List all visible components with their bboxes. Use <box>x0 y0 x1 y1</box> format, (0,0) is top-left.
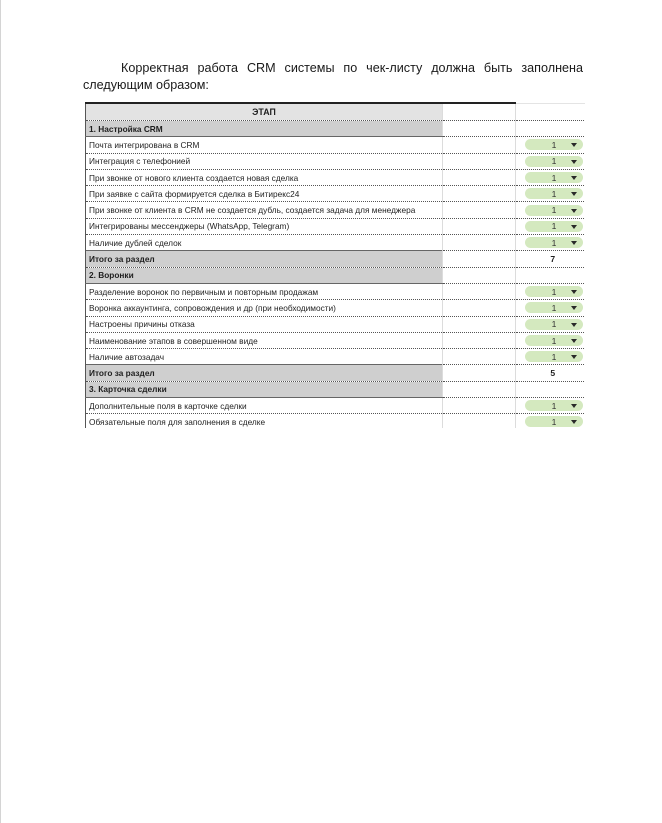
section-total-value: 5 <box>550 368 556 379</box>
score-value: 1 <box>551 156 557 167</box>
empty-cell <box>443 414 516 428</box>
criterion-label: При заявке с сайта формируется сделка в Битирекс24 <box>86 186 443 202</box>
score-value: 1 <box>551 237 557 248</box>
intro-paragraph: Корректная работа CRM системы по чек-листу должна быть заполнена следующим образом: <box>83 60 583 92</box>
empty-cell <box>443 332 516 348</box>
table-row <box>86 398 586 414</box>
empty-cell <box>443 251 516 267</box>
empty-cell <box>443 316 516 332</box>
table-row <box>86 202 586 218</box>
empty-cell <box>443 365 516 381</box>
score-value: 1 <box>551 416 557 427</box>
dropdown-arrow-icon[interactable] <box>571 176 577 180</box>
dropdown-arrow-icon[interactable] <box>571 209 577 213</box>
table-row <box>86 414 586 428</box>
empty-cell <box>443 218 516 234</box>
criterion-label: Наличие дублей сделок <box>86 235 443 251</box>
score-cell <box>516 137 586 153</box>
score-dropdown[interactable] <box>525 172 583 183</box>
header-score-cell <box>516 103 586 121</box>
score-cell <box>516 283 586 299</box>
score-cell <box>516 398 586 414</box>
score-dropdown[interactable] <box>525 237 583 248</box>
empty-cell <box>443 300 516 316</box>
score-cell <box>516 202 586 218</box>
criterion-label: Разделение воронок по первичным и повторным продажам <box>86 283 443 299</box>
score-value: 1 <box>551 172 557 183</box>
score-cell <box>516 251 586 267</box>
section-title: 3. Карточка сделки <box>86 381 443 397</box>
section-row <box>86 121 586 137</box>
criterion-label: Наличие автозадач <box>86 349 443 365</box>
empty-cell <box>443 121 516 137</box>
score-value: 1 <box>551 286 557 297</box>
criterion-label: Воронка аккаунтинга, сопровождения и др (при необходимости) <box>86 300 443 316</box>
score-value: 1 <box>551 400 557 411</box>
score-value: 1 <box>551 139 557 150</box>
total-label: Итого за раздел <box>86 365 443 381</box>
section-title: 1. Настройка CRM <box>86 121 443 137</box>
score-dropdown[interactable] <box>525 286 583 297</box>
score-dropdown[interactable] <box>525 302 583 313</box>
empty-cell <box>443 186 516 202</box>
header-stage: ЭТАП <box>86 103 443 121</box>
score-dropdown[interactable] <box>525 416 583 427</box>
score-dropdown[interactable] <box>525 139 583 150</box>
score-cell <box>516 332 586 348</box>
score-cell <box>516 218 586 234</box>
checklist-table <box>85 102 585 428</box>
header-empty-cell <box>443 103 516 121</box>
criterion-label: Наименование этапов в совершенном виде <box>86 332 443 348</box>
score-dropdown[interactable] <box>525 221 583 232</box>
table-row <box>86 349 586 365</box>
criterion-label: При звонке от клиента в CRM не создается дубль, создается задача для менеджера <box>86 202 443 218</box>
dropdown-arrow-icon[interactable] <box>571 339 577 343</box>
table-row <box>86 316 586 332</box>
criterion-label: Почта интегрирована в CRM <box>86 137 443 153</box>
table-row <box>86 218 586 234</box>
section-total-value: 7 <box>550 254 556 265</box>
score-dropdown[interactable] <box>525 319 583 330</box>
table-row <box>86 332 586 348</box>
score-value: 1 <box>551 302 557 313</box>
empty-cell <box>443 349 516 365</box>
empty-cell <box>443 283 516 299</box>
score-value: 1 <box>551 221 557 232</box>
table-row <box>86 300 586 316</box>
empty-cell <box>443 137 516 153</box>
score-cell <box>516 316 586 332</box>
dropdown-arrow-icon[interactable] <box>571 225 577 229</box>
score-cell <box>516 153 586 169</box>
table-row <box>86 235 586 251</box>
empty-cell <box>443 267 516 283</box>
score-dropdown[interactable] <box>525 156 583 167</box>
total-row <box>86 365 586 381</box>
score-value: 1 <box>551 351 557 362</box>
empty-cell <box>443 381 516 397</box>
score-cell <box>516 186 586 202</box>
score-cell <box>516 121 586 137</box>
dropdown-arrow-icon[interactable] <box>571 404 577 408</box>
score-cell <box>516 169 586 185</box>
dropdown-arrow-icon[interactable] <box>571 192 577 196</box>
table-row <box>86 186 586 202</box>
dropdown-arrow-icon[interactable] <box>571 143 577 147</box>
score-dropdown[interactable] <box>525 351 583 362</box>
criterion-label: Интеграция с телефонией <box>86 153 443 169</box>
score-cell <box>516 414 586 428</box>
score-cell <box>516 349 586 365</box>
dropdown-arrow-icon[interactable] <box>571 241 577 245</box>
score-value: 1 <box>551 188 557 199</box>
table-header-row <box>86 103 586 121</box>
score-cell <box>516 365 586 381</box>
section-row <box>86 381 586 397</box>
table-row <box>86 137 586 153</box>
criterion-label: Настроены причины отказа <box>86 316 443 332</box>
dropdown-arrow-icon[interactable] <box>571 420 577 424</box>
empty-cell <box>443 398 516 414</box>
criterion-label: Обязательные поля для заполнения в сделке <box>86 414 443 428</box>
empty-cell <box>443 235 516 251</box>
criterion-label: При звонке от нового клиента создается новая сделка <box>86 169 443 185</box>
dropdown-arrow-icon[interactable] <box>571 323 577 327</box>
dropdown-arrow-icon[interactable] <box>571 355 577 359</box>
dropdown-arrow-icon[interactable] <box>571 306 577 310</box>
section-row <box>86 267 586 283</box>
table-row <box>86 169 586 185</box>
dropdown-arrow-icon[interactable] <box>571 160 577 164</box>
score-dropdown[interactable] <box>525 205 583 216</box>
criterion-label: Дополнительные поля в карточке сделки <box>86 398 443 414</box>
page-edge <box>0 0 1 823</box>
score-value: 1 <box>551 335 557 346</box>
total-label: Итого за раздел <box>86 251 443 267</box>
empty-cell <box>443 202 516 218</box>
checklist-table-screenshot <box>85 102 585 428</box>
score-value: 1 <box>551 319 557 330</box>
score-cell <box>516 267 586 283</box>
total-row <box>86 251 586 267</box>
table-row <box>86 153 586 169</box>
score-dropdown[interactable] <box>525 335 583 346</box>
criterion-label: Интегрированы мессенджеры (WhatsApp, Telegram) <box>86 218 443 234</box>
score-dropdown[interactable] <box>525 188 583 199</box>
score-cell <box>516 235 586 251</box>
score-value: 1 <box>551 205 557 216</box>
empty-cell <box>443 169 516 185</box>
dropdown-arrow-icon[interactable] <box>571 290 577 294</box>
score-cell <box>516 381 586 397</box>
score-cell <box>516 300 586 316</box>
section-title: 2. Воронки <box>86 267 443 283</box>
table-row <box>86 283 586 299</box>
empty-cell <box>443 153 516 169</box>
score-dropdown[interactable] <box>525 400 583 411</box>
